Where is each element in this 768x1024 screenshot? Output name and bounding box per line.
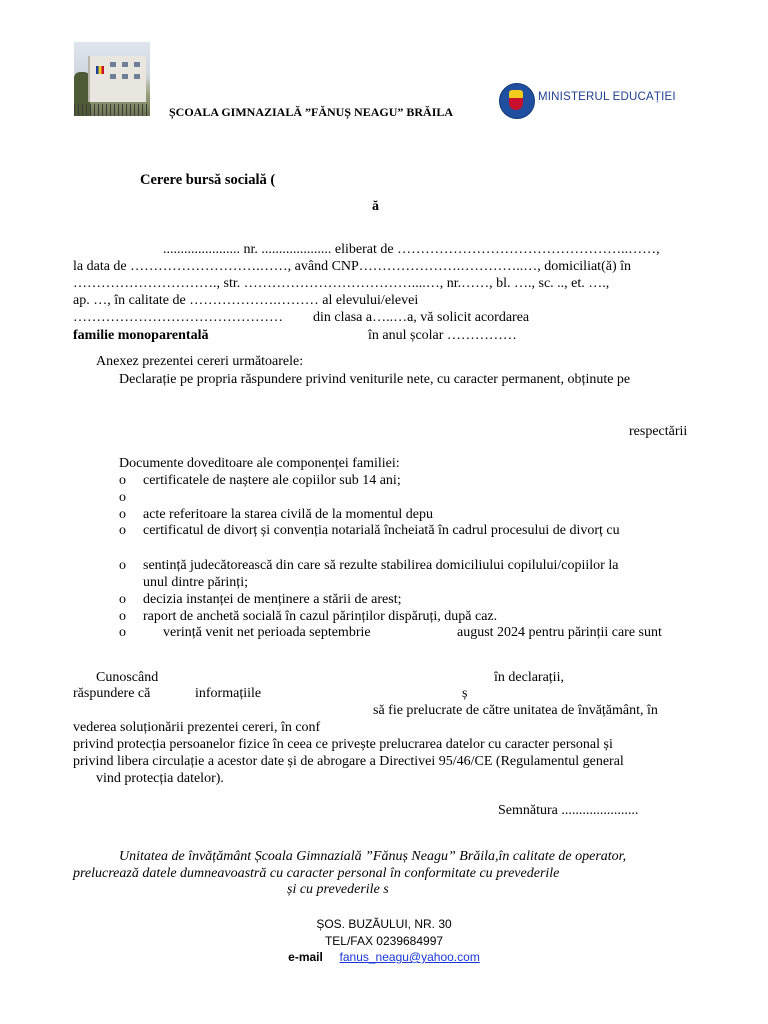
school-name: ȘCOALA GIMNAZIALĂ ”FĂNUȘ NEAGU” BRĂILA <box>169 105 454 119</box>
footer-email-link[interactable]: fanus_neagu@yahoo.com <box>339 950 480 964</box>
doc-item-4: certificatul de divorț și convenția notarială încheiată în cadrul procesului de divorț cu <box>143 523 620 538</box>
doc-item-8-tail: august 2024 pentru părinții care sunt <box>457 625 662 640</box>
bullet-icon: o <box>119 592 126 607</box>
consent-raspundere: răspundere că <box>73 686 151 701</box>
footer-address: ȘOS. BUZĂULUI, NR. 30 <box>316 917 452 931</box>
bullet-icon: o <box>119 473 126 488</box>
document-title-cont: ă <box>372 199 379 214</box>
identity-line-4: ap. …, în calitate de ……………….……… al elevului/elevei <box>73 293 419 308</box>
operator-line-2: prelucrează datele dumneavoastră cu caracter personal în conformitate cu prevederile <box>73 866 560 881</box>
ministry-name: MINISTERUL EDUCAȚIEI <box>538 91 676 103</box>
document-title: Cerere bursă socială ( <box>140 172 276 188</box>
consent-vind: vind protecția datelor). <box>96 771 224 786</box>
identity-line-5b: din clasa a…..…a, vă solicit acordarea <box>313 310 530 325</box>
consent-libera: privind libera circulație a acestor date și de abrogare a Directivei 95/46/CE (Regulamentul general <box>73 754 624 769</box>
doc-item-6: decizia instanței de menținere a stării de arest; <box>143 592 402 607</box>
operator-line-1: Unitatea de învățământ Școala Gimnazială ”Fănuș Neagu” Brăila,în calitate de operator, <box>119 849 627 864</box>
consent-protectia: privind protecția persoanelor fizice în ceea ce privește prelucrarea datelor cu caracter personal și <box>73 737 613 752</box>
bullet-icon: o <box>119 507 126 522</box>
doc-item-5-cont: unul dintre părinți; <box>143 575 248 590</box>
bullet-icon: o <box>119 558 126 573</box>
doc-item-7: raport de anchetă socială în cazul părinților dispăruți, după caz. <box>143 609 498 624</box>
operator-line-3: și cu prevederile s <box>287 882 389 897</box>
annex-intro: Anexez prezentei cereri următoarele: <box>96 354 304 369</box>
consent-prelucrate: să fie prelucrate de către unitatea de învățământ, în <box>373 703 658 718</box>
consent-vederea: vederea soluționării prezentei cereri, în conf <box>73 720 321 735</box>
footer-phone: TEL/FAX 0239684997 <box>324 934 444 948</box>
docs-title: Documente doveditoare ale componenței familiei: <box>119 456 400 471</box>
consent-declaratii: în declarații, <box>494 670 564 685</box>
identity-line-2: la data de ……………………….……, având CNP………………….…………..…, domiciliat(ă) în <box>73 259 631 274</box>
identity-line-6a: familie monoparentală <box>73 328 209 343</box>
bullet-icon: o <box>119 490 126 505</box>
ministry-crest-icon <box>499 83 535 119</box>
annex-respect: respectării <box>629 424 688 439</box>
footer-email-row <box>0 950 768 964</box>
consent-informatiile: informațiile <box>195 686 262 701</box>
annex-declaration: Declarație pe propria răspundere privind veniturile nete, cu caracter permanent, obținute pe <box>119 372 631 387</box>
bullet-icon: o <box>119 609 126 624</box>
consent-cunoscand: Cunoscând <box>96 670 159 685</box>
doc-item-1: certificatele de naștere ale copiilor sub 14 ani; <box>143 473 401 488</box>
footer-email-label: e-mail <box>288 950 323 964</box>
school-building-photo <box>74 42 150 116</box>
identity-line-6b: în anul școlar …………… <box>368 328 517 343</box>
doc-item-3: acte referitoare la starea civilă de la momentul depu <box>143 507 433 522</box>
identity-line-3: …………………………., str. ………………………………....…, nr.……, bl. …., sc. .., et. …., <box>73 276 610 291</box>
doc-item-8: verință venit net perioada septembrie <box>163 625 371 640</box>
identity-line-5a: ……………………………………… <box>73 310 283 325</box>
bullet-icon: o <box>119 523 126 538</box>
consent-s-char: ș <box>462 686 468 701</box>
signature-line: Semnătura ...................... <box>498 803 639 818</box>
bullet-icon: o <box>119 625 126 640</box>
identity-line-1: ...................... nr. .................... eliberat de …………………………………………..……, <box>163 242 660 257</box>
doc-item-5: sentință judecătorească din care să rezulte stabilirea domiciliului copilului/copiilor la <box>143 558 619 573</box>
